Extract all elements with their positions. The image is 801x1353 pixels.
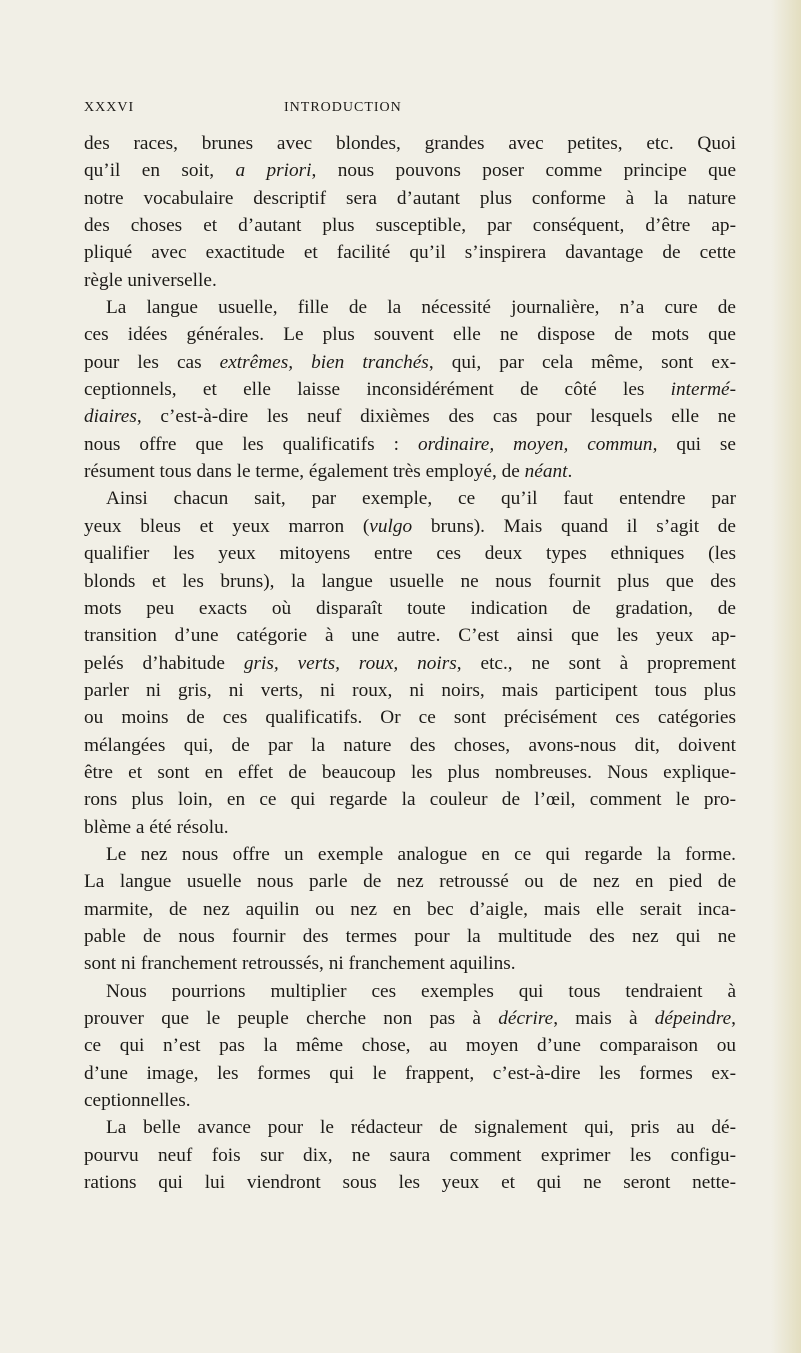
text-line bbox=[84, 568, 736, 595]
text-run: pable de nous fournir des termes pour la multitude des nez qui ne bbox=[84, 925, 736, 947]
text-run: blonds et les bruns), la langue usuelle ne nous fournit plus que des bbox=[84, 570, 736, 592]
text-line bbox=[84, 896, 736, 923]
text-line bbox=[84, 595, 736, 622]
text-run: yeux bleus et yeux marron ( bbox=[84, 515, 370, 537]
paragraph bbox=[84, 130, 736, 294]
paragraph bbox=[84, 978, 736, 1115]
text-run: mots peu exacts où disparaît toute indication de gradation, de bbox=[84, 597, 736, 619]
text-line bbox=[84, 1032, 736, 1059]
italic-text: intermé- bbox=[670, 379, 736, 401]
italic-text: extrêmes, bien tranchés bbox=[219, 351, 429, 373]
text-run: mélangées qui, de par la nature des choses, avons-nous dit, doivent bbox=[84, 734, 736, 756]
text-run: , qui se bbox=[652, 433, 736, 455]
text-line bbox=[84, 376, 736, 403]
text-run: qu’il en soit, bbox=[84, 160, 236, 182]
text-line bbox=[84, 267, 736, 294]
text-line bbox=[84, 978, 736, 1005]
text-run: prouver que le peuple cherche non pas à bbox=[84, 1008, 499, 1029]
text-run: être et sont en effet de beaucoup les plus nombreuses. Nous explique- bbox=[84, 761, 736, 783]
text-run: , mais à bbox=[553, 1008, 655, 1029]
italic-text: dépeindre bbox=[654, 1008, 732, 1029]
text-run: ce qui n’est pas la même chose, au moyen d’une comparaison ou bbox=[84, 1035, 736, 1057]
text-run: transition d’une catégorie à une autre. C’est ainsi que les yeux ap- bbox=[84, 625, 736, 647]
text-run: sont ni franchement retroussés, ni franchement aquilins. bbox=[84, 953, 516, 975]
body-text bbox=[84, 130, 736, 1196]
paragraph bbox=[84, 294, 736, 485]
text-run: Ainsi chacun sait, par exemple, ce qu’il faut entendre par bbox=[106, 488, 736, 510]
text-line bbox=[84, 294, 736, 321]
text-run: ces idées générales. Le plus souvent elle ne dispose de mots que bbox=[84, 324, 736, 346]
text-line bbox=[84, 704, 736, 731]
text-run: , nous pouvons poser comme principe que bbox=[311, 160, 737, 182]
italic-text: a priori bbox=[235, 160, 312, 182]
text-line bbox=[84, 403, 736, 430]
page-edge-shadow bbox=[771, 0, 801, 1353]
text-line bbox=[84, 814, 736, 841]
text-run: nous offre que les qualificatifs : bbox=[84, 433, 418, 455]
text-run: pour les cas bbox=[84, 351, 220, 373]
text-run: règle universelle. bbox=[84, 269, 217, 291]
paragraph bbox=[84, 485, 736, 840]
text-line bbox=[84, 1142, 736, 1169]
text-line bbox=[84, 185, 736, 212]
text-run: , c’est-à-dire les neuf dixièmes des cas pour lesquels elle ne bbox=[136, 406, 736, 428]
text-run: des races, brunes avec blondes, grandes avec petites, etc. Quoi bbox=[84, 133, 736, 154]
text-run: résument tous dans le terme, également très employé, de bbox=[84, 461, 525, 483]
text-run: La belle avance pour le rédacteur de signalement qui, pris au dé- bbox=[106, 1117, 736, 1139]
page-number: XXXVI bbox=[84, 100, 135, 115]
text-run: La langue usuelle, fille de la nécessité journalière, n’a cure de bbox=[106, 297, 736, 319]
text-line bbox=[84, 622, 736, 649]
italic-text: ordinaire, moyen, commun bbox=[417, 433, 653, 455]
text-line bbox=[84, 130, 736, 157]
italic-text: néant bbox=[524, 461, 568, 483]
text-line bbox=[84, 759, 736, 786]
text-run: Le nez nous offre un exemple analogue en ce qui regarde la forme. bbox=[106, 843, 736, 865]
text-line bbox=[84, 1114, 736, 1141]
text-run: d’une image, les formes qui le frappent, c’est-à-dire les formes ex- bbox=[84, 1062, 736, 1084]
text-line bbox=[84, 868, 736, 895]
text-line bbox=[84, 431, 736, 458]
text-line bbox=[84, 239, 736, 266]
paragraph bbox=[84, 841, 736, 978]
text-run: pourvu neuf fois sur dix, ne saura comment exprimer les configu- bbox=[84, 1144, 736, 1166]
text-run: pelés d’habitude bbox=[84, 652, 244, 674]
running-header bbox=[84, 100, 734, 120]
text-line bbox=[84, 458, 736, 485]
text-line bbox=[84, 677, 736, 704]
text-line bbox=[84, 1005, 736, 1032]
text-line bbox=[84, 950, 736, 977]
text-line bbox=[84, 485, 736, 512]
text-line bbox=[84, 732, 736, 759]
text-run: , qui, par cela même, sont ex- bbox=[428, 351, 737, 373]
text-line bbox=[84, 1087, 736, 1114]
text-run: ceptionnelles. bbox=[84, 1090, 191, 1112]
text-run: Nous pourrions multiplier ces exemples qui tous tendraient à bbox=[106, 980, 736, 1002]
text-line bbox=[84, 923, 736, 950]
text-run: La langue usuelle nous parle de nez retroussé ou de nez en pied de bbox=[84, 871, 736, 893]
text-run: parler ni gris, ni verts, ni roux, ni noirs, mais participent tous plus bbox=[84, 679, 736, 701]
italic-text: gris, verts, roux, noirs bbox=[243, 652, 457, 674]
text-line bbox=[84, 321, 736, 348]
text-run: qualifier les yeux mitoyens entre ces deux types ethniques (les bbox=[84, 543, 736, 565]
text-run: des choses et d’autant plus susceptible, par conséquent, d’être ap- bbox=[84, 215, 736, 237]
text-line bbox=[84, 1169, 736, 1196]
text-run: , etc., ne sont à proprement bbox=[456, 652, 736, 674]
text-run: rations qui lui viendront sous les yeux et qui ne seront nette- bbox=[84, 1172, 736, 1194]
text-line bbox=[84, 786, 736, 813]
text-run: , bbox=[731, 1008, 736, 1029]
paragraph bbox=[84, 1114, 736, 1196]
text-run: notre vocabulaire descriptif sera d’autant plus conforme à la nature bbox=[84, 187, 736, 209]
text-line bbox=[84, 1060, 736, 1087]
text-line bbox=[84, 212, 736, 239]
text-run: bruns). Mais quand il s’agit de bbox=[412, 515, 736, 537]
text-line bbox=[84, 349, 736, 376]
text-line bbox=[84, 841, 736, 868]
text-line bbox=[84, 650, 736, 677]
text-line bbox=[84, 540, 736, 567]
text-run: ou moins de ces qualificatifs. Or ce sont précisément ces catégories bbox=[84, 707, 736, 729]
italic-text: diaires bbox=[84, 406, 137, 428]
italic-text: décrire bbox=[498, 1008, 554, 1029]
text-run: pliqué avec exactitude et facilité qu’il s’inspirera davantage de cette bbox=[84, 242, 736, 264]
text-run: . bbox=[567, 461, 573, 483]
text-run: blème a été résolu. bbox=[84, 816, 229, 838]
text-run: marmite, de nez aquilin ou nez en bec d’aigle, mais elle serait inca- bbox=[84, 898, 736, 920]
running-title: INTRODUCTION bbox=[284, 100, 402, 115]
text-run: ceptionnels, et elle laisse inconsidérément de côté les bbox=[84, 379, 671, 401]
italic-text: vulgo bbox=[369, 515, 413, 537]
text-run: rons plus loin, en ce qui regarde la couleur de l’œil, comment le pro- bbox=[84, 789, 736, 811]
text-line bbox=[84, 157, 736, 184]
text-line bbox=[84, 513, 736, 540]
